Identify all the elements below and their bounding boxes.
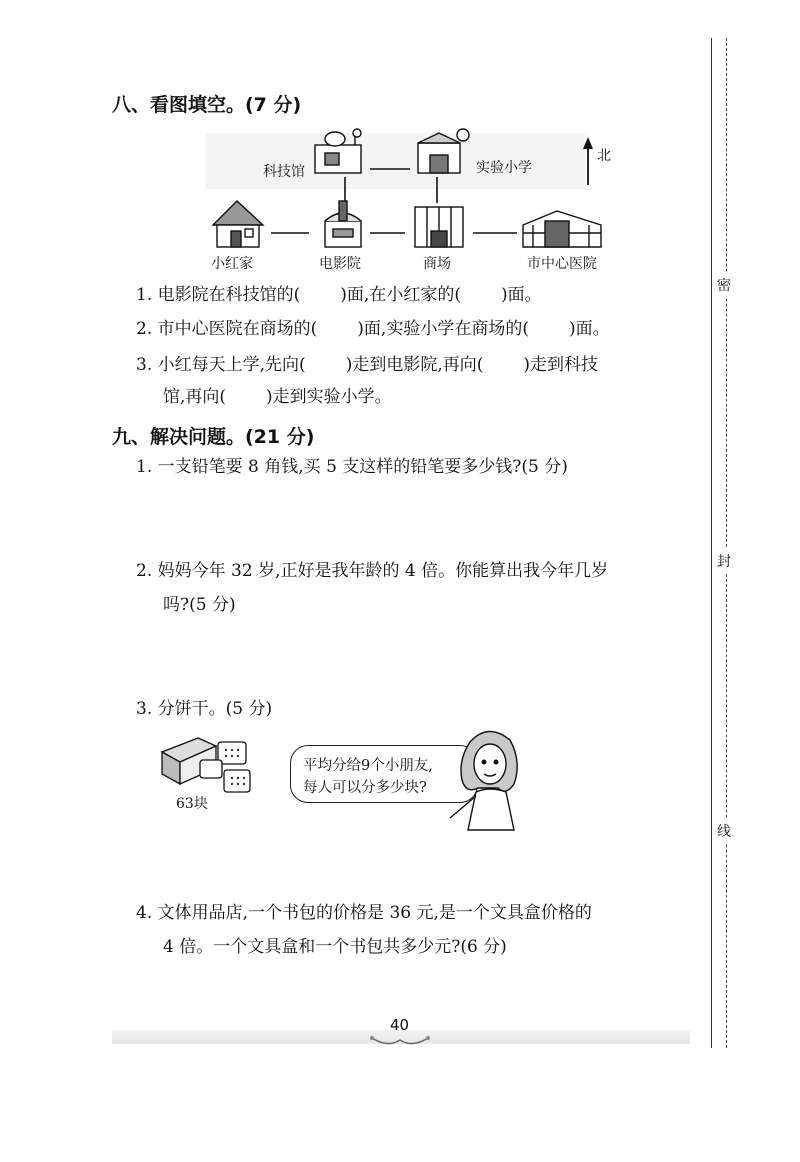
s8-question-3: 3. 小红每天上学,先向( )走到电影院,再向( )走到科技 [136,355,598,375]
binding-char-mi: 密 [717,272,731,298]
label-cinema: 电影院 [319,256,361,272]
section9-title: 九、解决问题。(21 分) [112,426,315,448]
label-hospital: 市中心医院 [527,256,597,272]
s9-question-4-line2: 4 倍。一个文具盒和一个书包共多少元?(6 分) [163,937,507,957]
label-school: 实验小学 [476,160,532,176]
s8-q1-num: 1. [136,285,153,305]
binding-dashed-line [726,38,727,1048]
girl-icon [448,722,528,832]
s8-q2-num: 2. [136,319,153,339]
page-number: 40 [390,1016,410,1034]
bubble-line-1: 平均分给9个小朋友, [303,758,433,774]
footer-ornament-icon [368,1034,432,1048]
s9-question-3: 3. 分饼干。(5 分) [136,699,273,719]
label-north: 北 [597,148,611,164]
biscuit-box-icon [158,730,258,800]
s9-question-2: 2. 妈妈今年 32 岁,正好是我年龄的 4 倍。你能算出我今年几岁 [136,561,609,581]
label-home: 小红家 [211,256,253,272]
s9-question-1: 1. 一支铅笔要 8 角钱,买 5 支这样的铅笔要多少钱?(5 分) [136,457,568,477]
section8-title: 八、看图填空。(7 分) [112,94,302,116]
binding-solid-line [711,38,712,1048]
s8-question-3-line2: 馆,再向( )走到实验小学。 [163,387,392,407]
mall-icon [415,207,463,247]
s8-question-2: 2. 市中心医院在商场的( )面,实验小学在商场的( )面。 [136,319,610,339]
s9-question-2-line2: 吗?(5 分) [163,595,236,615]
hospital-icon [523,211,601,247]
s9-question-4: 4. 文体用品店,一个书包的价格是 36 元,是一个文具盒价格的 [136,903,592,923]
bubble-line-2: 每人可以分多少块? [303,780,427,796]
binding-char-xian: 线 [717,818,731,844]
label-mall: 商场 [423,256,451,272]
binding-char-feng: 封 [717,548,731,574]
s8-q3-num: 3. [136,355,153,375]
direction-map [205,125,613,275]
home-icon [213,201,263,247]
label-science-museum: 科技馆 [263,164,305,180]
cinema-icon [325,201,361,247]
s8-question-1: 1. 电影院在科技馆的( )面,在小红家的( )面。 [136,285,542,305]
biscuit-count-label: 63块 [176,796,208,812]
